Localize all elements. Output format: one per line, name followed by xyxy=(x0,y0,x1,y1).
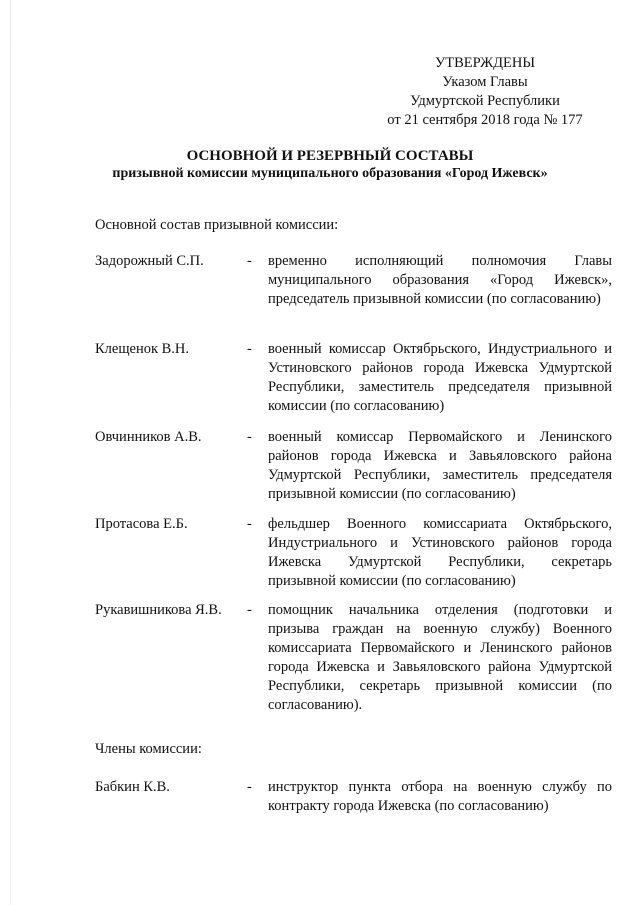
scan-edge-line xyxy=(10,0,11,905)
member-role: инструктор пункта отбора на военную службу по контракту города Ижевска (по согласованию) xyxy=(268,779,612,814)
member-name: Бабкин К.В. xyxy=(95,779,170,795)
approval-block xyxy=(380,54,590,130)
member-dash: - xyxy=(247,429,252,445)
member-dash: - xyxy=(247,516,252,532)
approval-line-2: Указом Главы xyxy=(442,74,528,90)
member-role: военный комиссар Октябрьского, Индустриального и Устиновского районов города Ижевска Удмуртской Республики, заместитель председателя призывной комиссии (по согласованию) xyxy=(268,341,612,414)
member-name: Овчинников А.В. xyxy=(95,429,202,445)
approval-line-1: УТВЕРЖДЕНЫ xyxy=(434,55,536,71)
members-section-heading: Члены комиссии: xyxy=(95,741,202,757)
member-role: помощник начальника отделения (подготовки и призыва граждан на военную службу) Военного комиссариата Первомайского и Ленинского районов города Ижевска и Завьяловского района Удмуртской Республики, секретарь призывной комиссии (по согласованию). xyxy=(268,602,612,713)
member-name: Задорожный С.П. xyxy=(95,253,204,269)
approval-line-4: от 21 сентября 2018 года № 177 xyxy=(387,112,583,128)
member-role: временно исполняющий полномочия Главы муниципального образования «Город Ижевск», председатель призывной комиссии (по согласованию) xyxy=(268,253,612,307)
member-dash: - xyxy=(247,779,252,795)
member-name: Рукавишникова Я.В. xyxy=(95,602,222,618)
member-dash: - xyxy=(247,341,252,357)
main-section-heading: Основной состав призывной комиссии: xyxy=(95,217,339,233)
document-title: ОСНОВНОЙ И РЕЗЕРВНЫЙ СОСТАВЫ xyxy=(186,148,474,164)
member-name: Протасова Е.Б. xyxy=(95,516,188,532)
member-dash: - xyxy=(247,253,252,269)
approval-line-3: Удмуртской Республики xyxy=(410,93,560,109)
member-role: фельдшер Военного комиссариата Октябрьского, Индустриального и Устиновского районов города Ижевска Удмуртской Республики, секретарь призывной комиссии (по согласованию) xyxy=(268,516,612,589)
document-subtitle: призывной комиссии муниципального образования «Город Ижевск» xyxy=(112,166,548,181)
member-name: Клещенок В.Н. xyxy=(95,341,190,357)
member-dash: - xyxy=(247,602,252,618)
member-role: военный комиссар Первомайского и Ленинского районов города Ижевска и Завьяловского района Удмуртской Республики, заместитель председателя призывной комиссии (по согласованию) xyxy=(268,429,612,502)
